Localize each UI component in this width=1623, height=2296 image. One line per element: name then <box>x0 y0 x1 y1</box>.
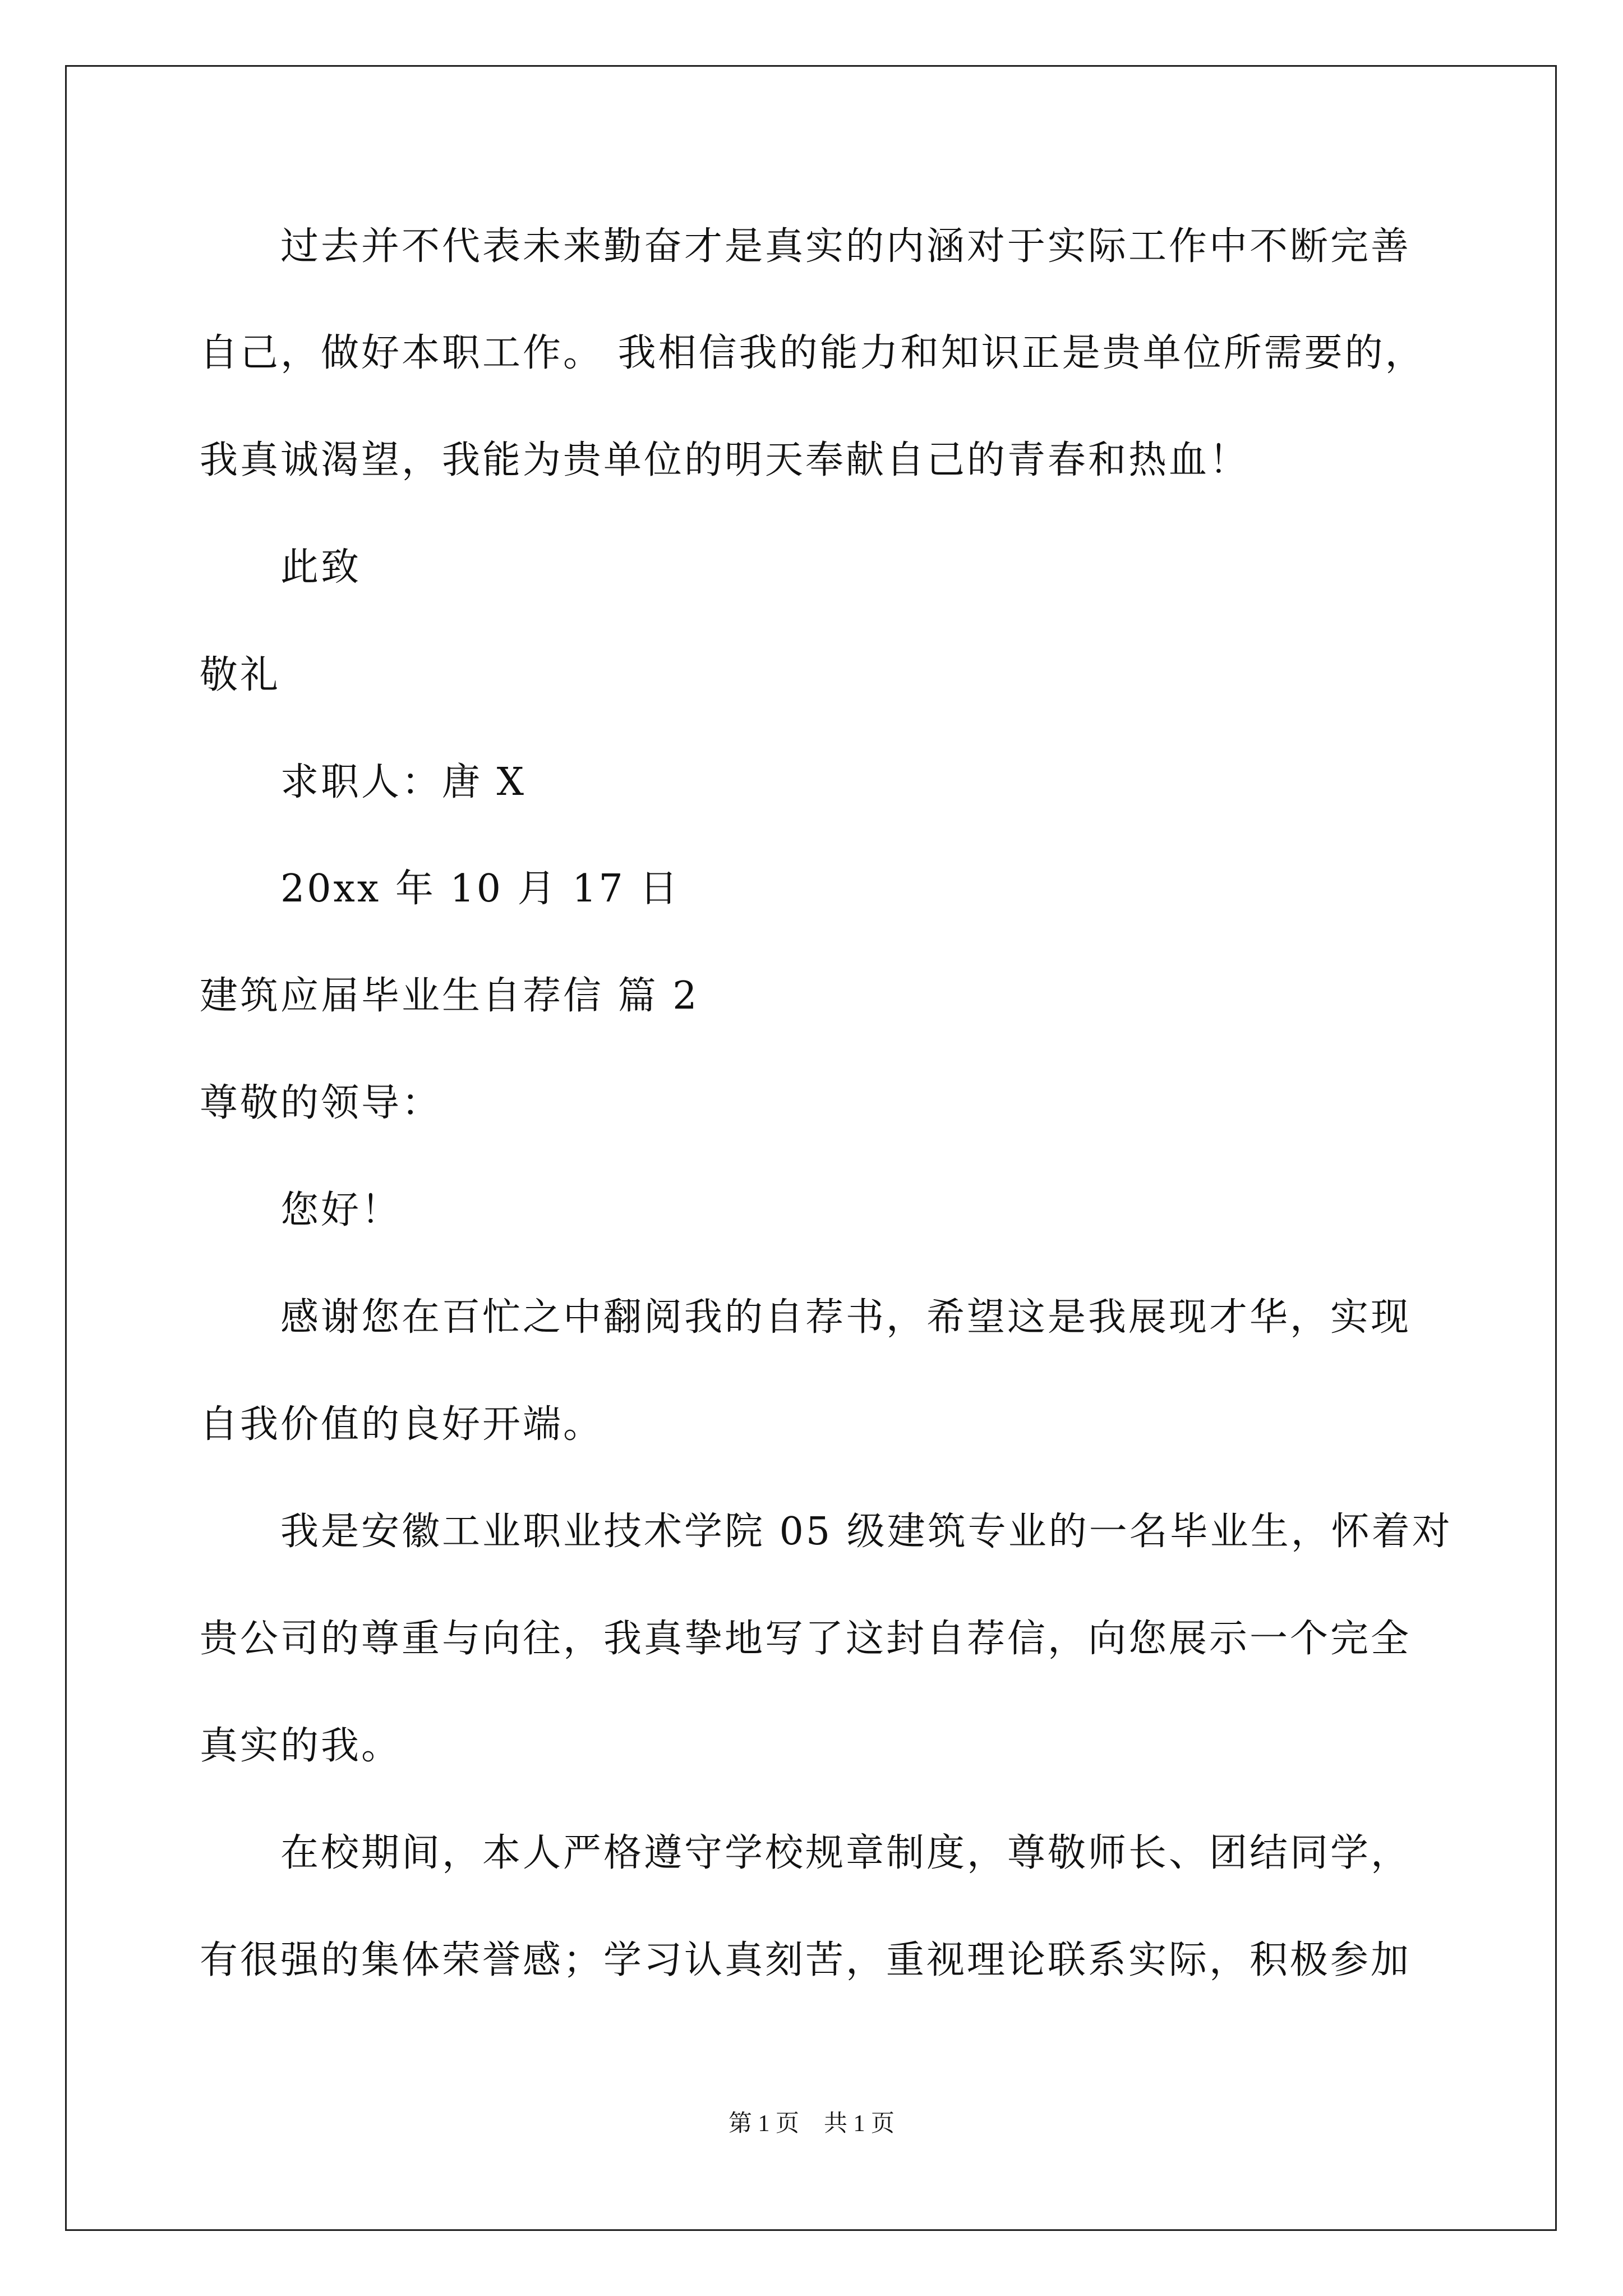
page-border <box>65 65 1557 2231</box>
closing-salutation: 此致 <box>280 545 362 590</box>
paragraph-line: 自我价值的良好开端。 <box>200 1402 604 1447</box>
letter-date: 20xx 年 10 月 17 日 <box>280 867 680 911</box>
paragraph-line: 有很强的集体荣誉感；学习认真刻苦，重视理论联系实际，积极参加 <box>200 1938 1412 1982</box>
letter-hello: 您好！ <box>280 1188 402 1232</box>
paragraph-line: 我真诚渴望，我能为贵单位的明天奉献自己的青春和热血！ <box>200 438 1250 482</box>
paragraph-line: 感谢您在百忙之中翻阅我的自荐书，希望这是我展现才华，实现 <box>280 1295 1412 1340</box>
page-footer <box>0 2108 1623 2139</box>
applicant-signature: 求职人：唐 X <box>280 760 527 804</box>
page-total: 共 1 页 <box>824 2111 895 2137</box>
paragraph-line: 真实的我。 <box>200 1724 402 1768</box>
closing-regards: 敬礼 <box>200 653 281 697</box>
paragraph-line: 自己，做好本职工作。 我相信我的能力和知识正是贵单位所需要的， <box>200 331 1426 375</box>
page-number: 第 1 页 <box>728 2111 799 2137</box>
letter-greeting: 尊敬的领导： <box>200 1081 442 1125</box>
paragraph-line: 过去并不代表未来勤奋才是真实的内涵对于实际工作中不断完善 <box>280 224 1412 269</box>
section-title: 建筑应届毕业生自荐信 篇 2 <box>200 974 699 1018</box>
paragraph-line: 在校期间，本人严格遵守学校规章制度，尊敬师长、团结同学， <box>280 1831 1412 1875</box>
paragraph-line: 我是安徽工业职业技术学院 05 级建筑专业的一名毕业生，怀着对 <box>280 1510 1453 1554</box>
paragraph-line: 贵公司的尊重与向往，我真挚地写了这封自荐信，向您展示一个完全 <box>200 1617 1412 1661</box>
